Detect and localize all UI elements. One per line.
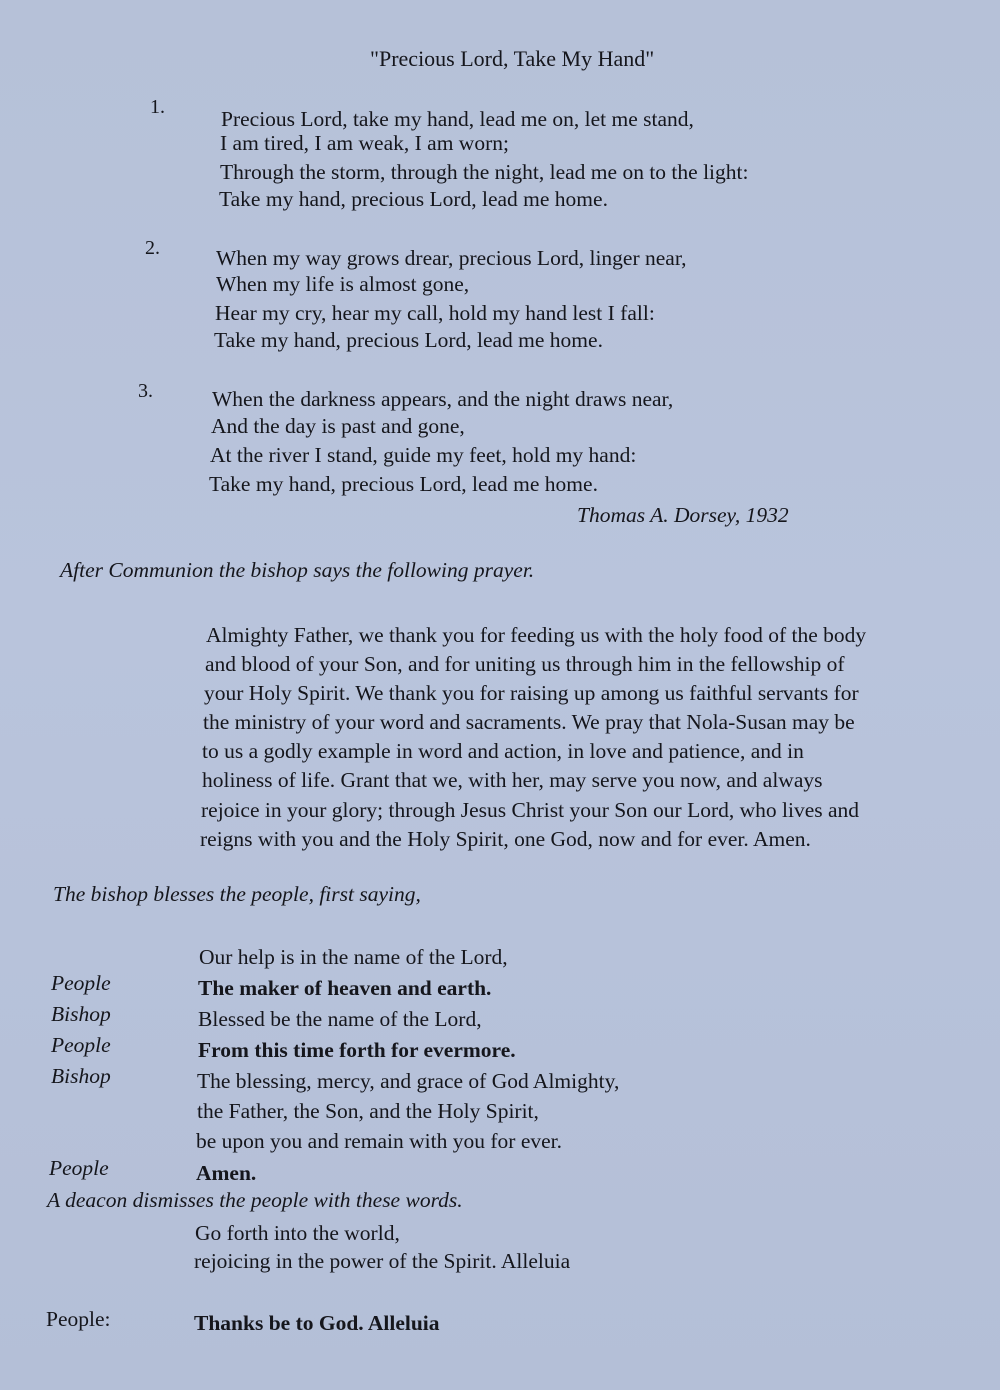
response-line: From this time forth for evermore. — [198, 1038, 516, 1062]
verse-1-line-2: I am tired, I am weak, I am worn; — [220, 131, 509, 155]
rubric-dismissal: A deacon dismisses the people with these words. — [47, 1188, 463, 1212]
blessing-line-2: the Father, the Son, and the Holy Spirit, — [197, 1099, 539, 1123]
verse-1-line-4: Take my hand, precious Lord, lead me home. — [219, 187, 608, 211]
verse-2-line-4: Take my hand, precious Lord, lead me home. — [214, 328, 603, 352]
prayer-line-3: your Holy Spirit. We thank you for raising up among us faithful servants for — [204, 681, 859, 705]
verse-2-line-3: Hear my cry, hear my call, hold my hand lest I fall: — [215, 301, 655, 325]
dismissal-line-2: rejoicing in the power of the Spirit. Alleluia — [194, 1249, 571, 1273]
speaker-people: People — [51, 971, 111, 995]
dismissal-line-1: Go forth into the world, — [195, 1221, 400, 1245]
prayer-line-6: holiness of life. Grant that we, with her, may serve you now, and always — [202, 768, 823, 792]
verse-1-number: 1. — [150, 96, 165, 118]
response-line: Amen. — [196, 1161, 257, 1185]
dialogue-line-opening: Our help is in the name of the Lord, — [199, 945, 508, 969]
prayer-line-1: Almighty Father, we thank you for feeding us with the holy food of the body — [206, 623, 867, 647]
prayer-line-8: reigns with you and the Holy Spirit, one God, now and for ever. Amen. — [200, 827, 811, 851]
blessing-line-1: The blessing, mercy, and grace of God Almighty, — [197, 1069, 620, 1093]
prayer-line-7: rejoice in your glory; through Jesus Christ your Son our Lord, who lives and — [201, 798, 860, 822]
verse-2-line-1: When my way grows drear, precious Lord, linger near, — [216, 246, 687, 270]
prayer-line-4: the ministry of your word and sacraments. We pray that Nola-Susan may be — [203, 710, 855, 734]
verse-1-line-3: Through the storm, through the night, lead me on to the light: — [220, 160, 749, 184]
verse-3-line-2: And the day is past and gone, — [211, 414, 465, 438]
dialogue-line: Blessed be the name of the Lord, — [198, 1007, 482, 1031]
speaker-people: People — [51, 1033, 111, 1057]
verse-2-number: 2. — [145, 237, 160, 259]
rubric-blessing: The bishop blesses the people, first saying, — [53, 882, 421, 906]
rubric-after-communion: After Communion the bishop says the following prayer. — [60, 558, 535, 582]
verse-3-line-3: At the river I stand, guide my feet, hold my hand: — [210, 443, 637, 467]
verse-3-number: 3. — [138, 380, 153, 402]
prayer-line-5: to us a godly example in word and action, in love and patience, and in — [202, 739, 804, 763]
prayer-line-2: and blood of your Son, and for uniting us through him in the fellowship of — [205, 652, 845, 676]
hymn-attribution: Thomas A. Dorsey, 1932 — [577, 503, 789, 527]
verse-2-line-2: When my life is almost gone, — [216, 272, 470, 296]
verse-1-line-1: Precious Lord, take my hand, lead me on, let me stand, — [221, 107, 694, 131]
blessing-line-3: be upon you and remain with you for ever. — [196, 1129, 563, 1153]
hymn-title: "Precious Lord, Take My Hand" — [370, 46, 655, 71]
response-line: The maker of heaven and earth. — [198, 976, 492, 1000]
final-response: Thanks be to God. Alleluia — [194, 1311, 440, 1335]
speaker-bishop: Bishop — [51, 1002, 111, 1026]
verse-3-line-4: Take my hand, precious Lord, lead me home. — [209, 472, 598, 496]
speaker-people: People — [49, 1156, 109, 1180]
verse-3-line-1: When the darkness appears, and the night draws near, — [212, 387, 674, 411]
speaker-bishop: Bishop — [51, 1064, 111, 1088]
speaker-people-final: People: — [46, 1307, 111, 1331]
